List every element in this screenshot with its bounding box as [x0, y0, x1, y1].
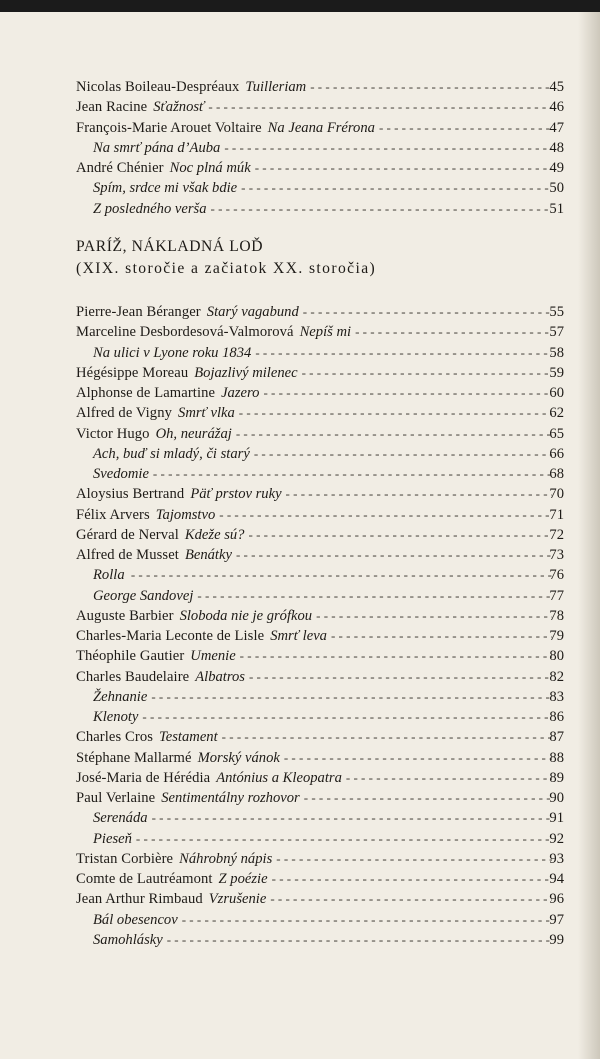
section-title: PARÍŽ, NÁKLADNÁ LOĎ	[76, 238, 264, 255]
toc-poem-title: Nepíš mi	[299, 324, 352, 341]
toc-poem-title: Oh, neurážaj	[155, 425, 232, 442]
toc-leader-dashes	[136, 829, 552, 849]
toc-page-number: 82	[549, 668, 564, 685]
toc-page-number: 90	[549, 790, 564, 806]
toc-entry	[76, 403, 564, 423]
toc-entry	[76, 687, 564, 707]
toc-leader-dashes	[346, 768, 552, 788]
toc-leader-dashes	[284, 748, 552, 768]
toc-entry	[76, 849, 564, 869]
toc-entry	[76, 464, 564, 484]
toc-page-number: 93	[549, 850, 564, 867]
toc-page-number: 50	[549, 180, 564, 197]
toc-leader-dashes	[236, 424, 552, 444]
toc-entry	[76, 118, 564, 138]
toc-leader-dashes	[248, 525, 552, 545]
toc-entry	[76, 829, 564, 849]
toc-poem-title: Sloboda nie je grófkou	[179, 607, 313, 624]
toc-entry	[76, 646, 564, 666]
toc-poem-title: Tuilleriam	[245, 79, 307, 95]
toc-leader-dashes	[302, 363, 552, 383]
toc-entry	[76, 383, 564, 403]
toc-entry	[76, 178, 564, 198]
toc-entry	[76, 302, 564, 322]
toc-page-number: 83	[549, 688, 564, 705]
toc-entry	[76, 138, 564, 158]
toc-leader-dashes	[254, 444, 552, 464]
toc-leader-dashes	[303, 302, 552, 322]
toc-author: Hégésippe Moreau	[76, 364, 189, 381]
toc-page-number: 79	[549, 628, 564, 644]
toc-page-number: 71	[549, 506, 564, 523]
toc-poem-title: George Sandovej	[93, 587, 194, 604]
toc-poem-title: Na Jeana Frérona	[267, 119, 375, 136]
toc-leader-dashes	[276, 849, 552, 869]
toc-page-number: 99	[549, 931, 564, 948]
toc-author: Charles Cros	[76, 729, 153, 746]
toc-leader-dashes	[240, 646, 552, 666]
toc-author: Jean Arthur Rimbaud	[76, 891, 203, 908]
toc-poem-title: Náhrobný nápis	[179, 850, 273, 867]
toc-poem-title: Bál obesencov	[93, 911, 178, 928]
toc-poem-title: Spím, srdce mi však bdie	[93, 180, 238, 197]
toc-leader-dashes	[310, 77, 552, 97]
toc-entry	[76, 158, 564, 178]
toc-leader-dashes	[241, 178, 552, 198]
toc-entry	[76, 586, 564, 606]
toc-author: Théophile Gautier	[76, 648, 185, 665]
toc-author: Gérard de Nerval	[76, 526, 179, 543]
toc-page-number: 78	[549, 607, 564, 624]
toc-page-number: 70	[549, 486, 564, 503]
toc-leader-dashes	[224, 138, 552, 158]
toc-page-number: 94	[549, 871, 564, 887]
toc-leader-dashes	[151, 687, 552, 707]
toc-poem-title: Serenáda	[93, 810, 148, 827]
toc-poem-title: Svedomie	[93, 466, 149, 482]
toc-poem-title: Klenoty	[93, 709, 139, 725]
toc-leader-dashes	[304, 788, 552, 808]
toc-page-number: 77	[549, 587, 564, 604]
toc-page-number: 48	[549, 139, 564, 156]
toc-author: Jean Racine	[76, 99, 148, 116]
toc-page-number: 66	[549, 445, 564, 462]
toc-page-number: 45	[549, 79, 564, 95]
toc-author: Victor Hugo	[76, 425, 150, 442]
toc-author: Marceline Desbordesová-Valmorová	[76, 324, 294, 341]
toc-author: Félix Arvers	[76, 506, 150, 523]
toc-leader-dashes	[153, 464, 552, 484]
toc-page-number: 59	[549, 364, 564, 381]
toc-entry	[76, 727, 564, 747]
toc-author: Nicolas Boileau-Despréaux	[76, 79, 240, 95]
toc-page-number: 91	[549, 810, 564, 827]
toc-author: Tristan Corbière	[76, 850, 174, 867]
toc-entry	[76, 97, 564, 117]
toc-entry	[76, 343, 564, 363]
toc-leader-dashes	[208, 97, 552, 117]
toc-author: Stéphane Mallarmé	[76, 749, 192, 766]
toc-poem-title: Na smrť pána d’Auba	[93, 139, 221, 156]
toc-entry	[76, 363, 564, 383]
toc-page-number: 62	[549, 405, 564, 422]
toc-leader-dashes	[167, 930, 552, 950]
toc-poem-title: Sťažnosť	[153, 99, 205, 116]
toc-author: Alphonse de Lamartine	[76, 385, 216, 401]
toc-poem-title: Na ulici v Lyone roku 1834	[93, 344, 252, 361]
toc-page-number: 86	[549, 709, 564, 725]
toc-entry	[76, 525, 564, 545]
toc-author: François-Marie Arouet Voltaire	[76, 119, 262, 136]
toc-poem-title: Antónius a Kleopatra	[216, 769, 342, 786]
toc-page-number: 55	[549, 304, 564, 320]
toc-leader-dashes	[255, 158, 552, 178]
toc-entry	[76, 545, 564, 565]
toc-entry	[76, 910, 564, 930]
toc-poem-title: Ach, buď si mladý, či starý	[93, 445, 250, 462]
toc-leader-dashes	[263, 383, 552, 403]
toc-author: Auguste Barbier	[76, 607, 174, 624]
toc-list-top	[76, 77, 564, 219]
toc-poem-title: Päť prstov ruky	[190, 486, 282, 503]
toc-leader-dashes	[355, 322, 552, 342]
toc-poem-title: Sentimentálny rozhovor	[161, 790, 300, 806]
toc-page-number: 68	[549, 466, 564, 482]
toc-entry	[76, 505, 564, 525]
toc-entry	[76, 889, 564, 909]
toc-author: Comte de Lautréamont	[76, 871, 213, 887]
toc-author: José-Maria de Hérédia	[76, 769, 211, 786]
toc-poem-title: Kdeže sú?	[184, 526, 245, 543]
toc-leader-dashes	[211, 199, 553, 219]
toc-entry	[76, 626, 564, 646]
toc-page-number: 87	[549, 729, 564, 746]
toc-leader-dashes	[142, 707, 552, 727]
toc-poem-title: Noc plná múk	[169, 160, 251, 176]
toc-author: Pierre-Jean Béranger	[76, 304, 201, 320]
toc-page-number: 88	[549, 749, 564, 766]
toc-author: Charles-Maria Leconte de Lisle	[76, 628, 265, 644]
toc-entry	[76, 77, 564, 97]
toc-entry	[76, 808, 564, 828]
toc-author: Alfred de Musset	[76, 547, 179, 563]
toc-poem-title: Smrť leva	[270, 628, 327, 644]
toc-entry	[76, 768, 564, 788]
toc-leader-dashes	[255, 343, 552, 363]
toc-page-number: 92	[549, 830, 564, 847]
section-subtitle: (XIX. storočie a začiatok XX. storočia)	[76, 260, 377, 277]
toc-leader-dashes	[152, 808, 552, 828]
toc-poem-title: Žehnanie	[93, 688, 148, 705]
toc-leader-dashes	[236, 545, 552, 565]
toc-page-number: 97	[549, 911, 564, 928]
toc-poem-title: Starý vagabund	[206, 304, 299, 320]
section-heading	[76, 236, 376, 280]
toc-author: André Chénier	[76, 160, 164, 176]
toc-poem-title: Umenie	[190, 648, 236, 665]
toc-page-number: 89	[549, 769, 564, 786]
page-fold-shadow	[578, 12, 600, 1059]
toc-entry	[76, 424, 564, 444]
toc-leader-dashes	[239, 403, 552, 423]
toc-entry	[76, 930, 564, 950]
toc-entry	[76, 199, 564, 219]
toc-entry	[76, 444, 564, 464]
toc-poem-title: Pieseň	[93, 830, 132, 847]
scan-top-edge	[0, 0, 600, 12]
toc-leader-dashes	[222, 727, 552, 747]
toc-page-number: 65	[549, 425, 564, 442]
toc-page-number: 76	[549, 567, 564, 584]
toc-poem-title: Bojazlivý milenec	[194, 364, 298, 381]
toc-entry	[76, 322, 564, 342]
toc-page-number: 80	[549, 648, 564, 665]
toc-entry	[76, 484, 564, 504]
toc-leader-dashes	[182, 910, 552, 930]
toc-poem-title: Morský vánok	[197, 749, 280, 766]
toc-entry	[76, 606, 564, 626]
toc-leader-dashes	[272, 869, 552, 889]
toc-leader-dashes	[219, 505, 552, 525]
toc-author: Paul Verlaine	[76, 790, 156, 806]
toc-leader-dashes	[249, 667, 552, 687]
toc-entry	[76, 869, 564, 889]
toc-author: Charles Baudelaire	[76, 668, 190, 685]
toc-poem-title: Tajomstvo	[155, 506, 216, 523]
toc-page-number: 46	[549, 99, 564, 116]
toc-poem-title: Testament	[159, 729, 218, 746]
toc-page-number: 60	[549, 385, 564, 401]
toc-author: Alfred de Vigny	[76, 405, 173, 422]
toc-leader-dashes	[286, 484, 552, 504]
toc-poem-title: Benátky	[184, 547, 232, 563]
toc-page-number: 57	[549, 324, 564, 341]
toc-page-number: 47	[549, 119, 564, 136]
toc-entry	[76, 707, 564, 727]
toc-poem-title: Rolla	[93, 567, 125, 584]
toc-leader-dashes	[316, 606, 552, 626]
toc-leader-dashes	[270, 889, 552, 909]
toc-entry	[76, 565, 564, 585]
toc-author: Aloysius Bertrand	[76, 486, 185, 503]
toc-entry	[76, 788, 564, 808]
toc-entry	[76, 748, 564, 768]
toc-leader-dashes	[379, 118, 552, 138]
toc-leader-dashes	[129, 565, 552, 585]
toc-poem-title: Albatros	[195, 668, 245, 685]
toc-page-number: 96	[549, 891, 564, 908]
toc-poem-title: Jazero	[221, 385, 260, 401]
toc-page-number: 72	[549, 526, 564, 543]
toc-page-number: 51	[549, 200, 564, 217]
toc-entry	[76, 667, 564, 687]
toc-leader-dashes	[197, 586, 552, 606]
toc-leader-dashes	[331, 626, 552, 646]
toc-page-number: 73	[549, 547, 564, 563]
toc-list-main	[76, 302, 564, 950]
toc-page-number: 49	[549, 160, 564, 176]
toc-poem-title: Vzrušenie	[208, 891, 267, 908]
toc-page-number: 58	[549, 344, 564, 361]
toc-poem-title: Z poézie	[218, 871, 268, 887]
toc-poem-title: Samohlásky	[93, 931, 163, 948]
toc-poem-title: Smrť vlka	[178, 405, 235, 422]
toc-poem-title: Z posledného verša	[93, 200, 207, 217]
